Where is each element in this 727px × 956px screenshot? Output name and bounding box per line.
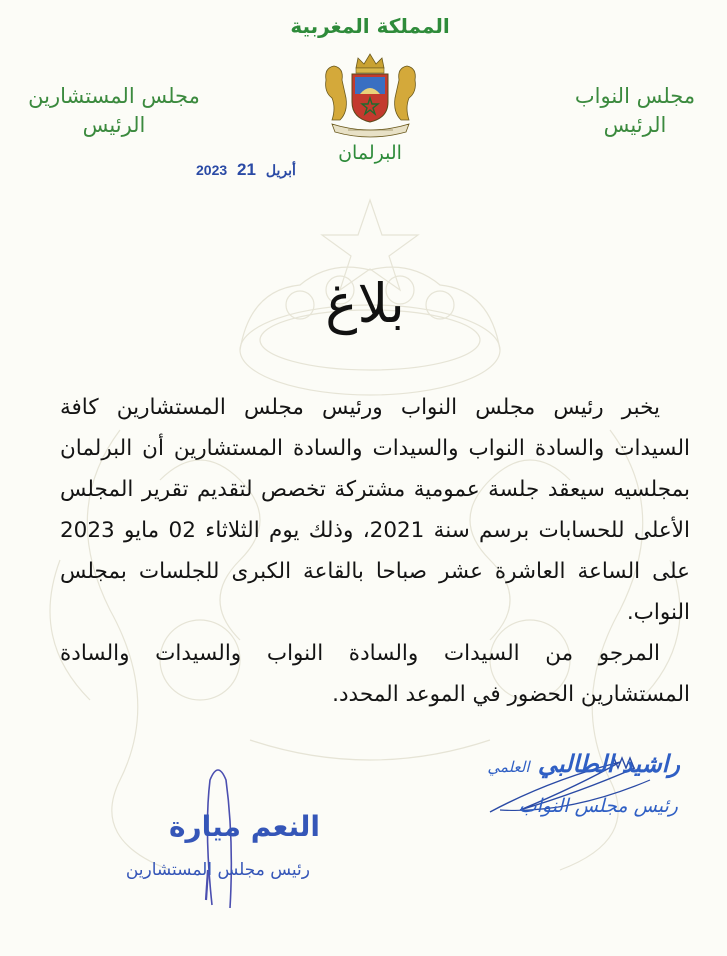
announcement-body <box>60 387 690 715</box>
date-stamp <box>196 160 302 180</box>
signatory-role: رئيس مجلس المستشارين <box>125 860 310 880</box>
signature-house-of-councillors <box>100 760 340 920</box>
kingdom-title: المملكة المغربية <box>290 14 450 38</box>
house-of-representatives-header <box>560 82 710 140</box>
morocco-coat-of-arms-icon <box>318 50 423 140</box>
signatory-role: رئيس مجلس النواب <box>518 795 678 817</box>
house-of-councillors-label: مجلس المستشارين <box>28 84 200 108</box>
date-day: 21 <box>237 160 256 179</box>
body-paragraph: المرجو من السيدات والسادة النواب والسيدات والسادة المستشارين الحضور في الموعد المحدد. <box>60 641 690 707</box>
body-paragraph: يخبر رئيس مجلس النواب ورئيس مجلس المستشارين كافة السيدات والسادة النواب والسيدات والسادة المستشارين أن البرلمان بمجلسيه سيعقد جلسة عمومية مشتركة تخصص لتقديم تقرير المجلس الأعلى للحسابات برسم سنة 2021، وذلك يوم الثلاثاء 02 مايو 2023 على الساعة العاشرة عشر صباحا بالقاعة الكبرى للجلسات بمجلس النواب. <box>60 395 690 625</box>
house-of-councillors-header <box>14 82 214 140</box>
president-label: الرئيس <box>603 113 667 137</box>
date-year: 2023 <box>196 162 228 178</box>
house-of-representatives-label: مجلس النواب <box>574 84 696 108</box>
date-month: أبريل <box>265 162 296 178</box>
president-label: الرئيس <box>82 113 146 137</box>
parliament-label: البرلمان <box>338 142 402 164</box>
signature-house-of-representatives <box>460 740 700 830</box>
signatory-name: النعم ميارة <box>169 810 320 843</box>
announcement-title: بلاغ <box>325 272 405 335</box>
signatory-name: راشيد الطالبي العلمي <box>487 750 680 778</box>
